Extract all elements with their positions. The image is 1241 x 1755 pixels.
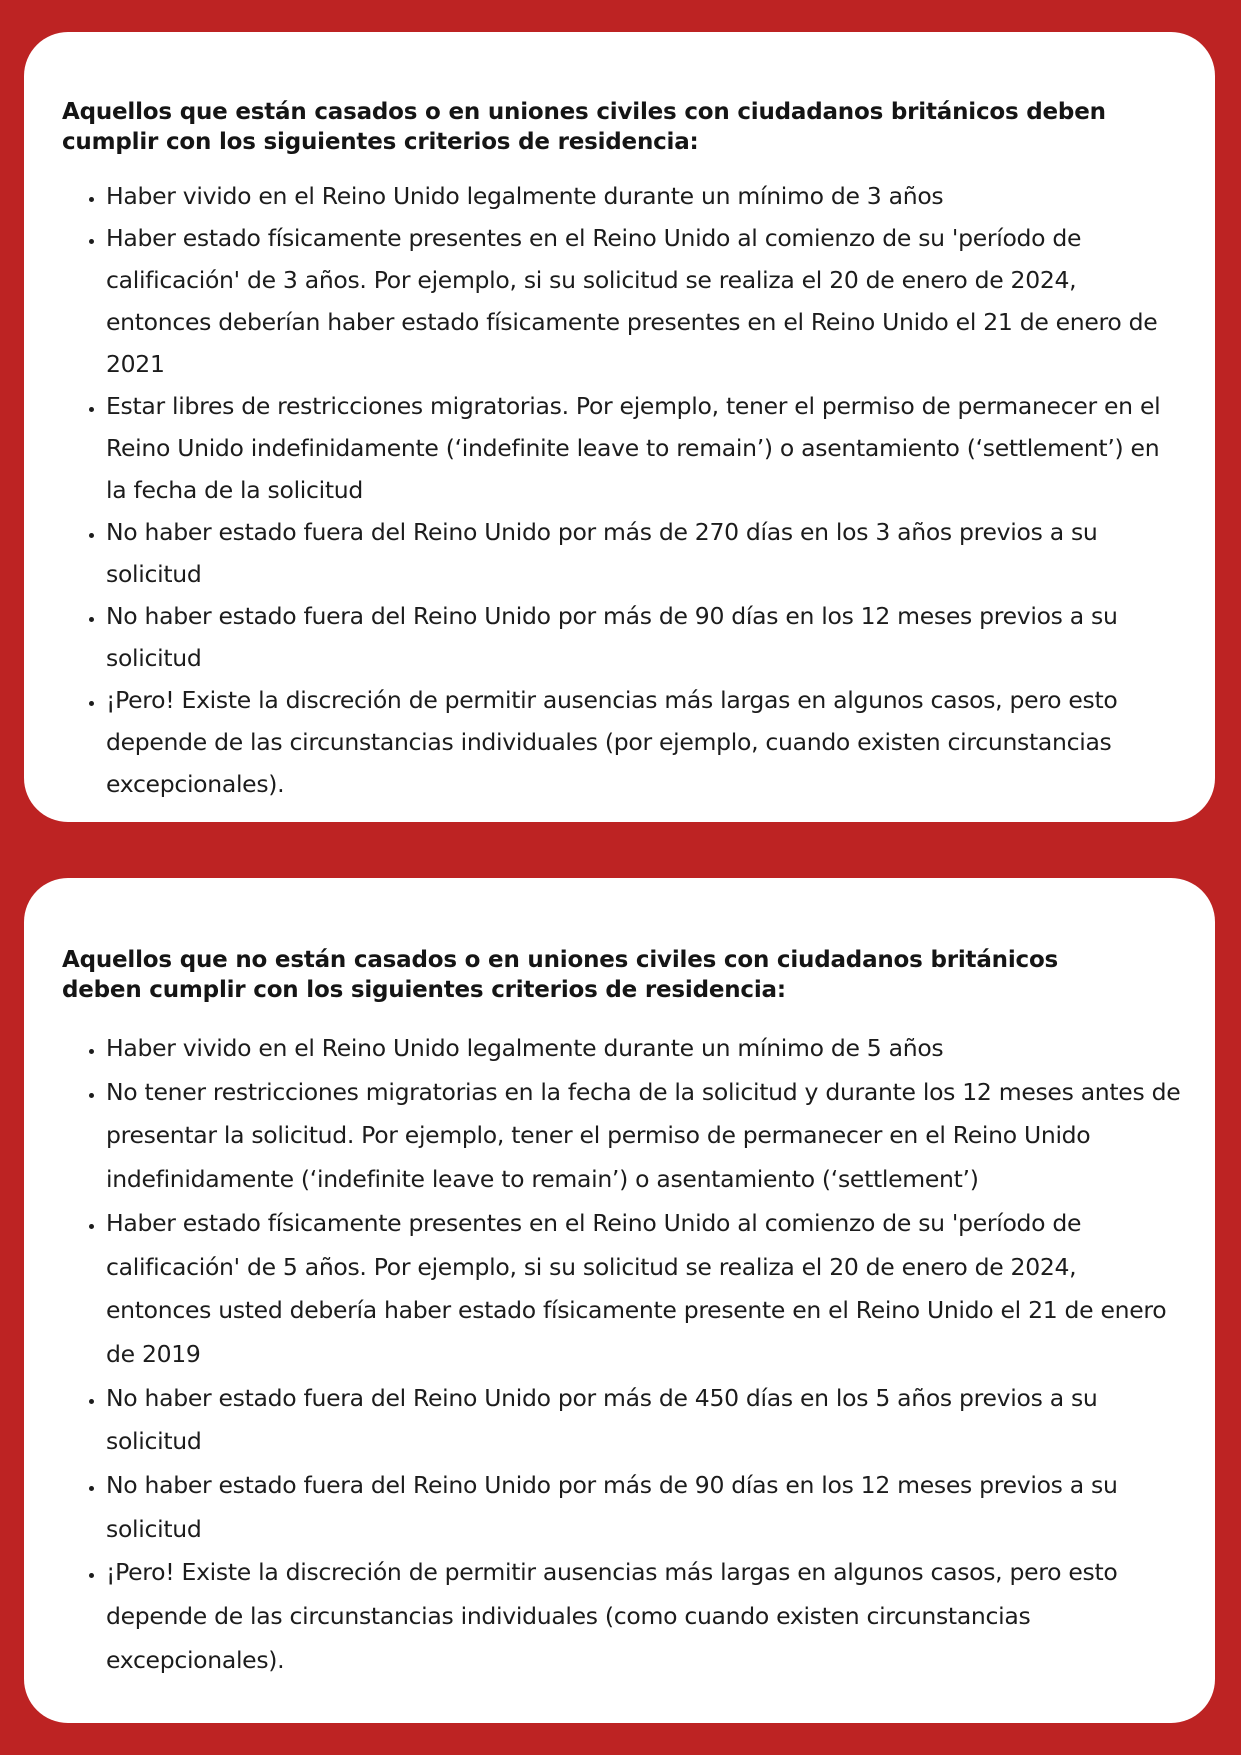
list-item: • Haber vivido en el Reino Unido legalmente durante un mínimo de 5 años (106, 1027, 1185, 1071)
list-item: • Haber vivido en el Reino Unido legalmente durante un mínimo de 3 años (106, 175, 1185, 217)
list-item: • ¡Pero! Existe la discreción de permitir ausencias más largas en algunos casos, pero esto depende de las circunstancias individuales (por ejemplo, cuando existen circunstancias excepcionales). (106, 679, 1185, 805)
list-item: • Haber estado físicamente presentes en el Reino Unido al comienzo de su 'período de calificación' de 3 años. Por ejemplo, si su solicitud se realiza el 20 de enero de 2024, entonces deberían haber estado físicamente presentes en el Reino Unido el 21 de enero de 2021 (106, 217, 1185, 385)
criteria-list (62, 1027, 1185, 1683)
list-item: • ¡Pero! Existe la discreción de permitir ausencias más largas en algunos casos, pero esto depende de las circunstancias individuales (como cuando existen circunstancias excepcionales). (106, 1551, 1185, 1682)
list-item: • Haber estado físicamente presentes en el Reino Unido al comienzo de su 'período de calificación' de 5 años. Por ejemplo, si su solicitud se realiza el 20 de enero de 2024, entonces usted debería haber estado físicamente presente en el Reino Unido el 21 de enero de 2019 (106, 1202, 1185, 1377)
unmarried-criteria-card (24, 878, 1215, 1723)
card-title: Aquellos que están casados o en uniones civiles con ciudadanos británicos deben cumplir con los siguientes criterios de residencia: (62, 99, 1106, 155)
list-item: • No haber estado fuera del Reino Unido por más de 90 días en los 12 meses previos a su solicitud (106, 1464, 1185, 1551)
list-item: • No haber estado fuera del Reino Unido por más de 90 días en los 12 meses previos a su solicitud (106, 595, 1185, 679)
list-item: • No haber estado fuera del Reino Unido por más de 270 días en los 3 años previos a su solicitud (106, 511, 1185, 595)
card-title: Aquellos que no están casados o en uniones civiles con ciudadanos británicos deben cumplir con los siguientes criterios de residencia: (62, 947, 1059, 1003)
list-item: • Estar libres de restricciones migratorias. Por ejemplo, tener el permiso de permanecer en el Reino Unido indefinidamente (‘indefinite leave to remain’) o asentamiento (‘settlement’) en la fecha de la solicitud (106, 385, 1185, 511)
list-item: • No haber estado fuera del Reino Unido por más de 450 días en los 5 años previos a su solicitud (106, 1377, 1185, 1464)
married-criteria-card (24, 32, 1215, 822)
list-item: • No tener restricciones migratorias en la fecha de la solicitud y durante los 12 meses antes de presentar la solicitud. Por ejemplo, tener el permiso de permanecer en el Reino Unido indefinidamente (‘indefinite leave to remain’) o asentamiento (‘settlement’) (106, 1071, 1185, 1202)
criteria-list (62, 175, 1185, 805)
